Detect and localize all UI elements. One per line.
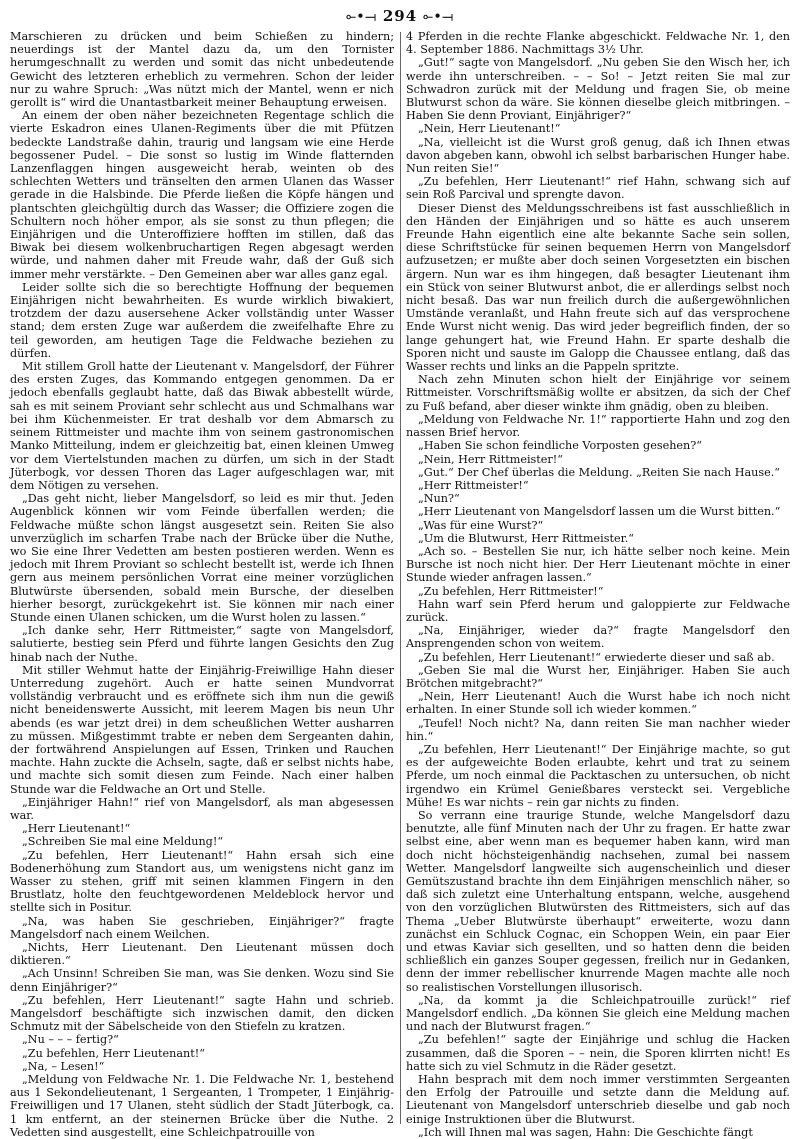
paragraph: Hahn besprach mit dem noch immer verstimmten Sergeanten den Erfolg der Patrouille und setzte dann die Meldung auf. Lieutenant von Mangelsdorf unterschrieb dieselbe und gab noch einige Instruktionen über die Blutwurst. — [406, 1073, 790, 1126]
paragraph: „Teufel! Noch nicht? Na, dann reiten Sie man nachher wieder hin.“ — [406, 716, 790, 743]
paragraph: „Nichts, Herr Lieutenant. Den Lieutenant müssen doch diktieren.“ — [10, 941, 394, 968]
left-column — [10, 30, 394, 1139]
paragraph: „Nein, Herr Lieutenant!“ — [418, 122, 561, 136]
paragraph: „Zu befehlen, Herr Lieutenant!“ erwiederte dieser und saß ab. — [418, 650, 775, 664]
paragraph: Mit stiller Wehmut hatte der Einjährig-Freiwillige Hahn dieser Unterredung zugehört. Auch er hatte seinen Mundvorrat vollständig verbraucht und es eröffnete sich ihm nun die gewiß nicht beneidenswerte Aussicht, mit leerem Magen bis neun Uhr abends (es war jetzt drei) in dem scheußlichen Wetter ausharren zu müssen. Mißgestimmt trabte er neben dem Sergeanten dahin, der fortwährend Anspielungen auf Essen, Trinken und Rauchen machte. Hahn zuckte die Achseln, sagte, daß er selbst nichts habe, und machte sich somit diesen zum Feinde. Nach einer halben Stunde war die Feldwache an Ort und Stelle. — [10, 663, 394, 796]
paragraph: „Zu befehlen, Herr Lieutenant!“ sagte Hahn und schrieb. Mangelsdorf beschäftigte sich inzwischen damit, den dicken Schmutz mit der Säbelscheide von den Stiefeln zu kratzen. — [10, 993, 394, 1034]
paragraph: „Na, Einjähriger, wieder da?“ fragte Mangelsdorf den Ansprengenden schon von weitem. — [406, 624, 790, 651]
paragraph: Nach zehn Minuten schon hielt der Einjährige vor seinem Rittmeister. Vorschriftsmäßig wollte er absitzen, da sich der Chef zu Fuß befand, aber dieser winkte ihm gnädig, oben zu bleiben. — [406, 373, 790, 413]
paragraph: „Zu befehlen, Herr Lieutenant!“ Der Einjährige machte, so gut es der aufgeweichte Boden erlaubte, kehrt und trat zu seinem Pferde, um noch einmal die Packtaschen zu untersuchen, ob nicht irgendwo ein Krümel Genießbares versteckt sei. Vergebliche Mühe! Es war nichts – rein gar nichts zu finden. — [406, 742, 790, 809]
paragraph: „Gut.“ Der Chef überlas die Meldung. „Reiten Sie nach Hause.“ — [418, 465, 781, 479]
paragraph: „Meldung von Feldwache Nr. 1. Die Feldwache Nr. 1, bestehend aus 1 Sekondelieutenant, 1 Sergeanten, 1 Trompeter, 1 Einjährig-Freiwilligen und 17 Ulanen, steht südlich der Stadt Jüterbogk, ca. 1 km entfernt, an der steinernen Brücke über die Nuthe. 2 Vedetten sind ausgestellt, eine Schleichpatrouille von — [10, 1073, 394, 1139]
paragraph: So verrann eine traurige Stunde, welche Mangelsdorf dazu benutzte, alle fünf Minuten nach der Uhr zu fragen. Er hatte zwar selbst eine, aber wenn man es bequemer haben kann, wird man doch nicht höchsteigenhändig nachsehen, zumal bei nassem Wetter. Mangelsdorf langweilte sich augenscheinlich und dieser Gemütszustand brachte ihn dem Einjährigen menschlich näher, so daß sich zuletzt eine Unterhaltung entspann, welche, ausgehend von den vorzüglichen Blutwürsten des Rittmeisters, sich auf das Thema „Ueber Blutwürste überhaupt“ erweiterte, wozu dann zunächst ein Schluck Cognac, ein Schoppen Wein, ein paar Eier und etwas Kaviar sich gesellten, und so hatten denn die beiden schließlich ein ganzes Souper gegessen, freilich nur in Gedanken, denn der immer rebellischer knurrende Magen machte alle noch so realistischen Vorstellungen illusorisch. — [406, 808, 790, 994]
paragraph: 4 Pferden in die rechte Flanke abgeschickt. Feldwache Nr. 1, den 4. September 1886. Nachmittags 3½ Uhr. — [406, 30, 790, 57]
paragraph: „Um die Blutwurst, Herr Rittmeister.“ — [418, 531, 634, 545]
paragraph: „Haben Sie schon feindliche Vorposten gesehen?“ — [418, 439, 702, 453]
paragraph: „Nun?“ — [418, 492, 460, 506]
paragraph: „Na, vielleicht ist die Wurst groß genug, daß ich Ihnen etwas davon abgeben kann, obwohl ich selbst barbarischen Hunger habe. Nun reiten Sie!“ — [406, 135, 790, 176]
paragraph: „Schreiben Sie mal eine Meldung!“ — [22, 835, 224, 849]
paragraph: „Herr Rittmeister!“ — [418, 478, 529, 492]
paragraph: „Was für eine Wurst?“ — [418, 518, 544, 532]
paragraph: „Einjähriger Hahn!“ rief von Mangelsdorf, als man abgesessen war. — [10, 795, 394, 822]
paragraph: „Zu befehlen, Herr Lieutenant!“ — [22, 1046, 205, 1060]
page-header — [10, 6, 790, 26]
paragraph: Hahn warf sein Pferd herum und galoppierte zur Feldwache zurück. — [406, 597, 790, 624]
paragraph: „Herr Lieutenant!“ — [22, 822, 131, 836]
column-divider — [400, 32, 401, 1124]
paragraph: „Na, was haben Sie geschrieben, Einjähriger?“ fragte Mangelsdorf nach einem Weilchen. — [10, 914, 394, 941]
paragraph: Dieser Dienst des Meldungsschreibens ist fast ausschließlich in den Händen der Einjährigen und so hätte es auch unserem Freunde Hahn eigentlich eine alte bekannte Sache sein sollen, diese Schriftstücke für seinen bequemen Herrn von Mangelsdorf aufzusetzen; er mußte aber doch seinen Vorgesetzten ein bischen ärgern. Nun war es ihm hingegen, daß besagter Lieutenant ihm ein Stück von seiner Blutwurst anbot, die er allerdings selbst noch nicht besaß. Das war nun freilich durch die außergewöhnlichen Umstände veranlaßt, und Hahn freute sich auf das versprochene Ende Wurst nicht wenig. Das wird jeder begreiflich finden, der so lange gehungert hat, wie Freund Hahn. Er sparte deshalb die Sporen nicht und sauste im Galopp die Chaussee entlang, daß das Wasser rechts und links an die Pappeln spritzte. — [406, 201, 790, 374]
paragraph: „Ich will Ihnen mal was sagen, Hahn: Die Geschichte fängt — [418, 1125, 753, 1139]
paragraph: „Zu befehlen!“ sagte der Einjährige und schlug die Hacken zusammen, daß die Sporen – – nein, die Sporen klirrten nicht! Es hatte sich zu viel Schmutz in die Räder gesetzt. — [406, 1033, 790, 1073]
header-ornament-left: ⟜•⟞ — [346, 8, 377, 23]
page-number: 294 — [382, 7, 418, 25]
paragraph: „Gut!“ sagte von Mangelsdorf. „Nu geben Sie den Wisch her, ich werde ihn unterschreiben. – – So! – Jetzt reiten Sie mal zur Schwadron zurück mit der Meldung und fragen Sie, ob meine Blutwurst schon da wäre. Sie können dieselbe gleich mitbringen. – Haben Sie denn Proviant, Einjähriger?“ — [406, 56, 790, 123]
paragraph: Marschieren zu drücken und beim Schießen zu hindern; neuerdings ist der Mantel dazu da, um den Tornister herumgeschnallt zu werden und somit das nicht unbedeutende Gewicht des letzteren erheblich zu vermehren. Schon der leider nur zu wahre Spruch: „Was nützt mich der Mantel, wenn er nich gerollt is“ wird die Unantastbarkeit meiner Behauptung erweisen. — [10, 30, 394, 110]
paragraph: „Zu befehlen, Herr Rittmeister!“ — [418, 584, 604, 598]
paragraph: „Na, – Lesen!“ — [22, 1059, 105, 1073]
right-column — [406, 30, 790, 1139]
text-columns — [10, 30, 790, 1139]
paragraph: „Nein, Herr Rittmeister!“ — [418, 452, 563, 466]
paragraph: „Ach so. – Bestellen Sie nur, ich hätte selber noch keine. Mein Bursche ist noch nicht hier. Der Herr Lieutenant möchte in einer Stunde wieder anfragen lassen.“ — [406, 544, 790, 585]
paragraph: „Meldung von Feldwache Nr. 1!“ rapportierte Hahn und zog den nassen Brief hervor. — [406, 412, 790, 440]
paragraph: „Zu befehlen, Herr Lieutenant!“ Hahn ersah sich eine Bodenerhöhung zum Standort aus, um wenigstens nicht ganz im Wasser zu stehen, griff mit seinen klammen Fingern in den Brustlatz, holte den feuchtgewordenen Meldeblock hervor und stellte sich in Positur. — [10, 848, 394, 915]
paragraph: „Ich danke sehr, Herr Rittmeister,“ sagte von Mangelsdorf, salutierte, bestieg sein Pferd und führte langen Gesichts den Zug hinab nach der Nuthe. — [10, 624, 394, 664]
paragraph: „Na, da kommt ja die Schleichpatrouille zurück!“ rief Mangelsdorf endlich. „Da können Sie gleich eine Meldung machen und nach der Blutwurst fragen.“ — [406, 993, 790, 1034]
paragraph: Leider sollte sich die so berechtigte Hoffnung der bequemen Einjährigen nicht bewahrheiten. Es wurde wirklich biwakiert, trotzdem der dazu ausersehene Acker vollständig unter Wasser stand; dem ersten Zuge war außerdem die zweifelhafte Ehre zu teil geworden, am heutigen Tage die Feldwache beziehen zu dürfen. — [10, 280, 394, 360]
paragraph: „Herr Lieutenant von Mangelsdorf lassen um die Wurst bitten.“ — [418, 505, 781, 519]
paragraph: „Ach Unsinn! Schreiben Sie man, was Sie denken. Wozu sind Sie denn Einjähriger?“ — [10, 967, 394, 994]
paragraph: „Nein, Herr Lieutenant! Auch die Wurst habe ich noch nicht erhalten. In einer Stunde soll ich wieder kommen.“ — [406, 690, 790, 717]
paragraph: „Das geht nicht, lieber Mangelsdorf, so leid es mir thut. Jeden Augenblick können wir vom Feinde überfallen werden; die Feldwache müßte schon längst ausgesetzt sein. Reiten Sie also unverzüglich im scharfen Trabe nach der Brücke über die Nuthe, wo Sie eine Ihrer Vedetten am besten postieren werden. Wenn es jedoch mit Ihrem Proviant so schlecht bestellt ist, werde ich Ihnen gern aus meinem persönlichen Vorrat eine meiner vorzüglichen Blutwürste übersenden, sobald mein Bursche, der dieselben hierher besorgt, zurückgekehrt ist. Sie können mir nach einer Stunde einen Ulanen schicken, um die Wurst holen zu lassen.“ — [10, 492, 394, 624]
paragraph: „Zu befehlen, Herr Lieutenant!“ rief Hahn, schwang sich auf sein Roß Parcival und sprengte davon. — [406, 175, 790, 202]
paragraph: Mit stillem Groll hatte der Lieutenant v. Mangelsdorf, der Führer des ersten Zuges, das Kommando entgegen genommen. Da er jedoch ebenfalls geglaubt hatte, daß das Biwak abbestellt würde, sah es mit seinem Proviant sehr schlecht aus und Schmalhans war bei ihm Küchenmeister. Er trat deshalb vor dem Abmarsch zu seinem Rittmeister und machte ihm von seinem gastronomischen Manko Mitteilung, indem er gleichzeitig bat, einen kleinen Umweg vor dem Viertelstunden machen zu dürfen, um sich in der Stadt Jüterbogk, vor dessen Thoren das Lager aufgeschlagen war, mit dem Nötigen zu versehen. — [10, 360, 394, 492]
header-ornament-right: ⟜•⟞ — [423, 8, 454, 23]
paragraph: „Geben Sie mal die Wurst her, Einjähriger. Haben Sie auch Brötchen mitgebracht?“ — [406, 663, 790, 690]
paragraph: „Nu – – – fertig?“ — [22, 1033, 119, 1047]
paragraph: An einem der oben näher bezeichneten Regentage schlich die vierte Eskadron eines Ulanen-Regiments über die mit Pfützen bedeckte Landstraße dahin, traurig und langsam wie eine Herde begossener Pudel. – Die sonst so lustig im Winde flatternden Lanzenflaggen hingen ausgeweicht herab, weinten ob des schlechten Wetters und tränselten den armen Ulanen das Wasser gerade in die Halsbinde. Die Pferde ließen die Köpfe hängen und plantschten gleichgültig durch das Wasser; die Offiziere zogen die Schultern noch höher empor, als sie sonst zu thun pflegen; die Einjährigen und die Unteroffiziere hofften im stillen, daß das Biwak bei diesem wolkenbruchartigen Regen abgesagt werden würde, und nahmen daher mit Freude wahr, daß der Guß sich immer mehr verstärkte. – Den Gemeinen aber war alles ganz egal. — [10, 109, 394, 281]
